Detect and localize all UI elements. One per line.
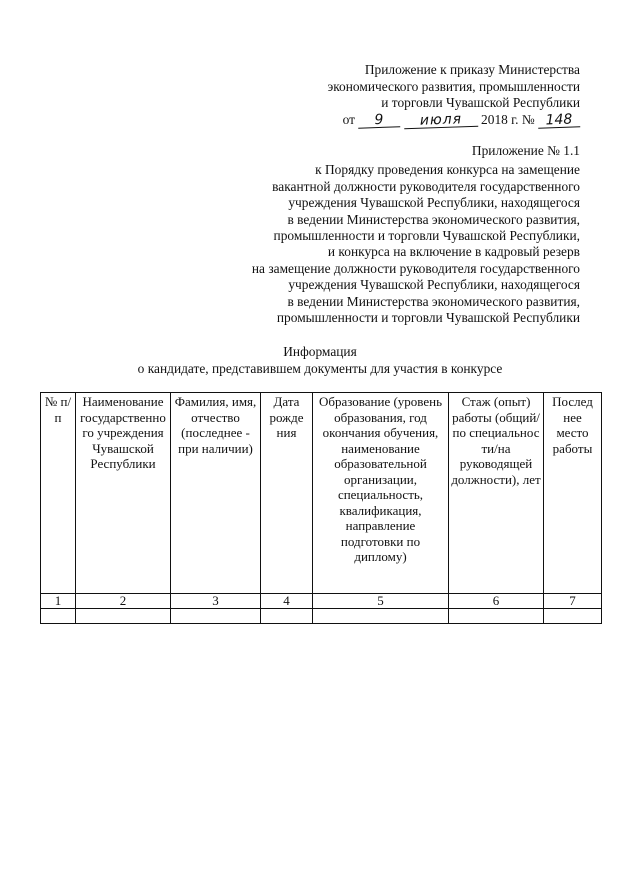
column-number: 1 <box>41 594 76 609</box>
annex-line: промышленности и торговли Чувашской Республики, <box>273 228 580 244</box>
table-cell <box>76 609 171 624</box>
annex-block <box>200 143 580 326</box>
candidate-info-table <box>40 392 602 624</box>
column-number: 7 <box>544 594 602 609</box>
table-row <box>41 609 602 624</box>
document-title: Информация <box>283 344 357 359</box>
annex-line: на замещение должности руководителя государственного <box>251 260 580 276</box>
table-cell <box>261 609 313 624</box>
table-cell <box>171 609 261 624</box>
document-heading <box>0 343 640 377</box>
column-header: Дата рожде ния <box>261 393 313 594</box>
table-cell <box>449 609 544 624</box>
table-header-row <box>41 393 602 594</box>
annex-line: в ведении Министерства экономического развития, <box>287 293 580 309</box>
column-number-row <box>41 594 602 609</box>
column-number: 3 <box>171 594 261 609</box>
approval-date-line <box>260 112 580 129</box>
column-header: Образование (уровень образования, год окончания обучения, наименование образовательной организации, специальность, квалификация, направление подготовки по диплому) <box>313 393 449 594</box>
handwritten-day: 9 <box>358 112 400 128</box>
annex-line: учреждения Чувашской Республики, находящегося <box>288 277 580 293</box>
column-number: 4 <box>261 594 313 609</box>
column-header: Стаж (опыт) работы (общий/по специальнос ти/на руководящей должности), лет <box>449 393 544 594</box>
approval-line-3: и торговли Чувашской Республики <box>381 95 580 110</box>
approval-block <box>260 62 580 128</box>
document-subtitle: о кандидате, представившем документы для участия в конкурсе <box>137 361 503 376</box>
column-number: 2 <box>76 594 171 609</box>
annex-title: Приложение № 1.1 <box>471 143 580 158</box>
year-label: 2018 г. № <box>481 111 535 127</box>
column-header: Наименование государственно го учреждения Чувашской Республики <box>76 393 171 594</box>
annex-line: вакантной должности руководителя государственного <box>272 178 580 194</box>
annex-line: к Порядку проведения конкурса на замещение <box>315 162 580 178</box>
annex-line: в ведении Министерства экономического развития, <box>287 211 580 227</box>
column-header: Послед нее место работы <box>544 393 602 594</box>
annex-line: промышленности и торговли Чувашской Республики <box>276 310 580 326</box>
column-number: 5 <box>313 594 449 609</box>
table-cell <box>313 609 449 624</box>
approval-line-2: экономического развития, промышленности <box>327 78 580 94</box>
from-label: от <box>342 111 355 127</box>
annex-line: учреждения Чувашской Республики, находящегося <box>288 195 580 211</box>
column-number: 6 <box>449 594 544 609</box>
annex-line: и конкурса на включение в кадровый резерв <box>327 244 580 260</box>
approval-line-1: Приложение к приказу Министерства <box>364 62 580 77</box>
handwritten-month: июля <box>403 111 477 129</box>
handwritten-order-number: 148 <box>538 112 580 128</box>
column-header: № п/п <box>41 393 76 594</box>
column-header: Фамилия, имя, отчество (последнее - при наличии) <box>171 393 261 594</box>
table-cell <box>544 609 602 624</box>
table-cell <box>41 609 76 624</box>
